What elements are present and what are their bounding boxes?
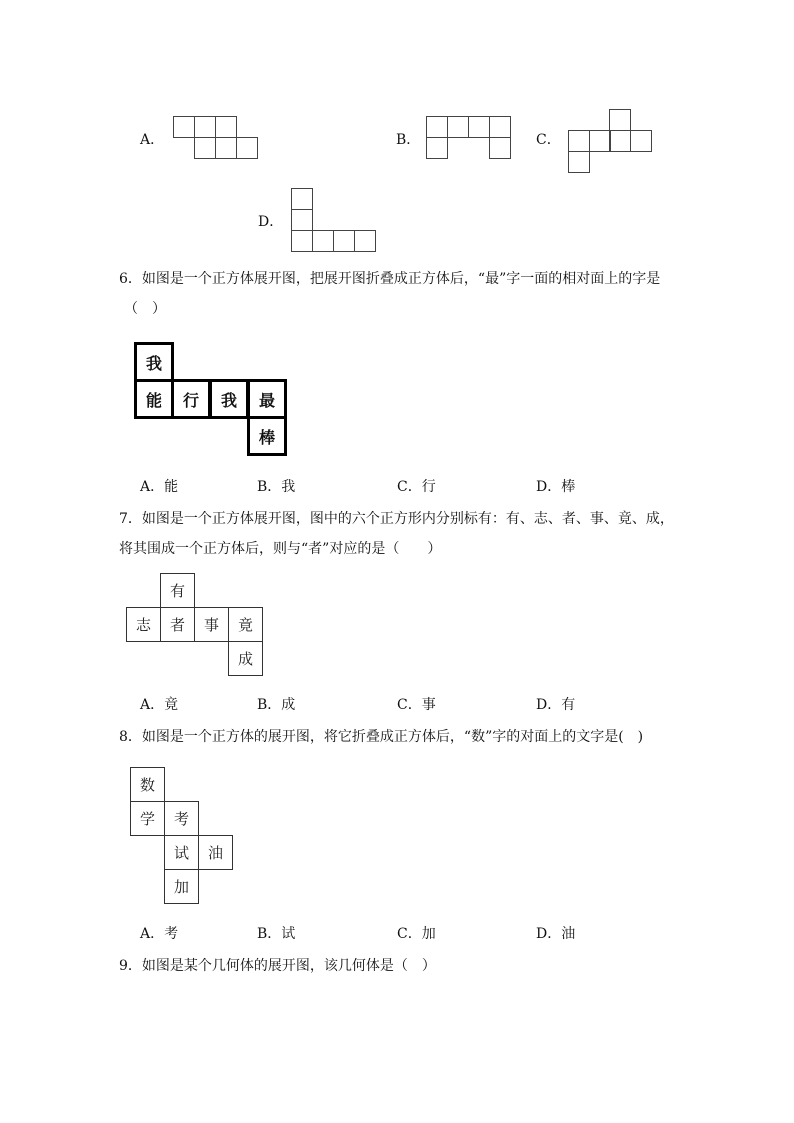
q7-net-cell: 有 xyxy=(160,573,195,608)
q7-stem-line2: 将其围成一个正方体后，则与“者”对应的是（ ） xyxy=(119,541,442,557)
q6-option-b[interactable]: B．我 xyxy=(257,479,296,495)
net-square xyxy=(489,116,511,138)
q8-option-c[interactable]: C．加 xyxy=(397,926,436,942)
q5-option-c-label[interactable]: C． xyxy=(536,132,561,148)
q7-option-b[interactable]: B．成 xyxy=(257,697,296,713)
net-square xyxy=(236,137,258,159)
q7-net-cell: 事 xyxy=(194,607,229,642)
q6-stem-line2: （ ） xyxy=(124,301,166,317)
net-square xyxy=(333,230,355,252)
q7-net-cell: 志 xyxy=(126,607,161,642)
net-square xyxy=(426,137,448,159)
q5-option-b-label[interactable]: B． xyxy=(396,132,421,148)
net-square xyxy=(173,116,195,138)
q6-stem-line1: 6．如图是一个正方体展开图，把展开图折叠成正方体后，“最”字一面的相对面上的字是 xyxy=(119,271,661,287)
net-square xyxy=(312,230,334,252)
q8-stem-line1: 8．如图是一个正方体的展开图，将它折叠成正方体后，“数”字的对面上的文字是( ) xyxy=(119,729,644,745)
net-square xyxy=(194,116,216,138)
q7-net-cell: 者 xyxy=(160,607,195,642)
net-square xyxy=(630,130,652,152)
q8-option-a[interactable]: A．考 xyxy=(140,926,179,942)
net-square xyxy=(489,137,511,159)
q7-net-cell: 竟 xyxy=(228,607,263,642)
q7-net-cell: 成 xyxy=(228,641,263,676)
net-square xyxy=(609,109,631,131)
net-square xyxy=(291,188,313,210)
q6-net-cell: 能 xyxy=(134,379,174,419)
net-square xyxy=(589,130,611,152)
q8-option-d[interactable]: D．油 xyxy=(536,926,576,942)
q6-net-cell: 我 xyxy=(209,379,249,419)
q7-stem-line1: 7．如图是一个正方体展开图，图中的六个正方形内分别标有：有、志、者、事、竟、成， xyxy=(119,511,674,527)
q7-option-a[interactable]: A．竟 xyxy=(140,697,179,713)
q8-net-cell: 加 xyxy=(164,869,199,904)
net-square xyxy=(468,116,490,138)
q8-net-cell: 油 xyxy=(198,835,233,870)
q8-option-b[interactable]: B．试 xyxy=(257,926,296,942)
net-square xyxy=(568,151,590,173)
q6-net-cell: 棒 xyxy=(247,416,287,456)
net-square xyxy=(215,116,237,138)
q8-net-cell: 考 xyxy=(164,801,199,836)
q5-option-d-label[interactable]: D． xyxy=(258,214,284,230)
q6-option-a[interactable]: A．能 xyxy=(140,479,179,495)
net-square xyxy=(447,116,469,138)
net-square xyxy=(426,116,448,138)
net-square xyxy=(568,130,590,152)
net-square xyxy=(609,130,631,152)
q6-net-cell: 行 xyxy=(171,379,211,419)
net-square xyxy=(194,137,216,159)
net-square xyxy=(354,230,376,252)
q6-net-cell: 我 xyxy=(134,342,174,382)
q8-net-cell: 数 xyxy=(130,767,165,802)
net-square xyxy=(291,230,313,252)
q8-net-cell: 试 xyxy=(164,835,199,870)
q6-net-cell: 最 xyxy=(247,379,287,419)
net-square xyxy=(291,209,313,231)
q7-option-d[interactable]: D．有 xyxy=(536,697,576,713)
q5-option-a-label[interactable]: A． xyxy=(140,132,165,148)
q6-option-d[interactable]: D．棒 xyxy=(536,479,576,495)
q6-option-c[interactable]: C．行 xyxy=(397,479,436,495)
q7-option-c[interactable]: C．事 xyxy=(397,697,436,713)
q9-stem-line1: 9．如图是某个几何体的展开图，该几何体是（ ） xyxy=(119,958,436,974)
q8-net-cell: 学 xyxy=(130,801,165,836)
net-square xyxy=(215,137,237,159)
